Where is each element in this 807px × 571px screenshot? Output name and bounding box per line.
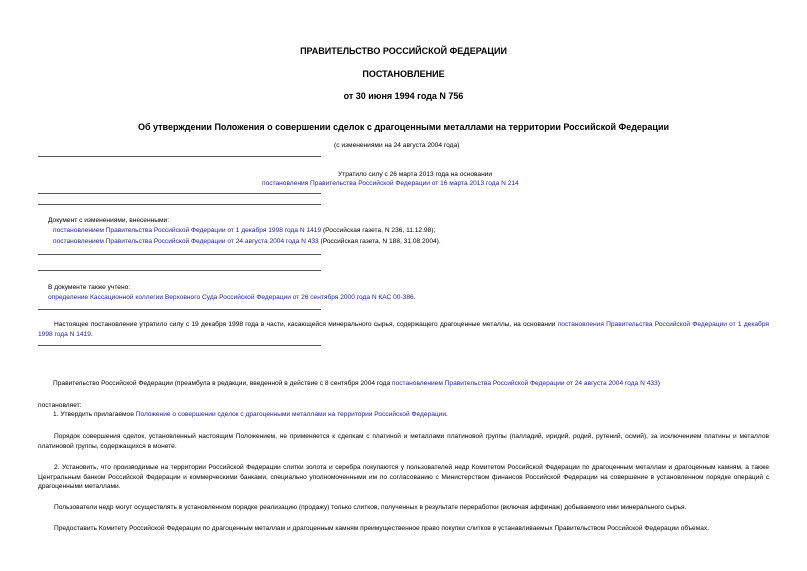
amendment-note: (с изменениями на 24 августа 2004 года) (334, 142, 460, 149)
divider (38, 254, 321, 255)
document-title: Об утверждении Положения о совершении сделок с драгоценными металлами на территории Российской Федерации (137, 122, 670, 132)
divider (38, 345, 321, 346)
preamble-link[interactable]: постановлением Правительства Российской Федерации от 24 августа 2004 года N 433 (392, 380, 658, 387)
paragraph-3: 2. Установить, что производимые на территории Российской Федерации слитки золота и серебра покупаются у пользователей недр Комитетом Российской Федерации по драгоценным металлам и драгоценным камням, а также Центральным банком Российской Федерации и коммерческими банками, специально уполномоченными им по согласованию с Министерством финансов Российской Федерации на совершение в установленном порядке операций с драгоценными металлами. (38, 464, 769, 490)
paragraph-1: 1. Утвердить прилагаемое Положение о совершении сделок с драгоценными металлами на территории Российской Федерации. (53, 411, 448, 418)
government-name: ПРАВИТЕЛЬСТВО РОССИЙСКОЙ ФЕДЕРАЦИИ (300, 46, 507, 56)
document-date-number: от 30 июня 1994 года N 756 (343, 91, 464, 101)
divider (38, 156, 321, 157)
changes-item-source: (Российская газета, N 236, 11.12.98); (321, 227, 436, 234)
changes-item-link[interactable]: постановлением Правительства Российской Федерации от 24 августа 2004 года N 433 (53, 238, 319, 245)
considered-label: В документе также учтено: (48, 284, 131, 291)
paragraph-5: Предоставить Комитету Российской Федерации по драгоценным металлам и драгоценным камням преимущественное право покупки слитков в устанавливаемых Правительством Российской Федерации объемах. (54, 525, 710, 532)
preamble-text: Правительство Российской Федерации (преамбула в редакции, введенной в действие с 8 сентября 2004 года (53, 380, 392, 387)
divider (38, 270, 321, 271)
document-type: ПОСТАНОВЛЕНИЕ (362, 69, 445, 79)
divider (38, 204, 321, 205)
changes-item (53, 226, 435, 236)
changes-item-link[interactable]: постановлением Правительства Российской Федерации от 1 декабря 1998 года N 1419 (53, 227, 322, 234)
changes-label: Документ с изменениями, внесенными: (48, 217, 170, 224)
divider (38, 309, 321, 310)
paragraph-2: Порядок совершения сделок, установленный настоящим Положением, не применяется к сделкам с платиной и металлами платиновой группы (палладий, иридий, родий, рутений, осмий), за исключением платины и металлов платиновой группы, содержащихся в монете. (38, 433, 769, 450)
preamble: Правительство Российской Федерации (преамбула в редакции, введенной в действие с 8 сентября 2004 года постановлением Правительства Российской Федерации от 24 августа 2004 года N 433) (53, 380, 660, 387)
paragraph-4: Пользователи недр могут осуществлять в установленном порядке реализацию (продажу) только слитков, полученных в результате переработки (включая аффинаж) добываемого ими минерального сырья. (54, 504, 687, 511)
expired-link[interactable]: постановления Правительства Российской Федерации от 16 марта 2013 года N 214 (262, 180, 519, 187)
notice-link[interactable]: постановления Правительства Российской Федерации от 1 декабря 1998 года N 1419 (38, 321, 769, 338)
divider (38, 193, 321, 194)
expired-note: Утратило силу с 26 марта 2013 года на основании (338, 171, 493, 178)
notice-text: Настоящее постановление утратило силу с 19 декабря 1998 года в части, касающейся минерального сырья, содержащего драгоценные металлы, на основании (54, 321, 558, 328)
partial-expiry-notice: Настоящее постановление утратило силу с 19 декабря 1998 года в части, касающейся минерального сырья, содержащего драгоценные металлы, на основании постановления Правительства Российской Федерации от 1 декабря 1998 года N 1419. (38, 321, 769, 338)
paragraph-1-text: 1. Утвердить прилагаемое (53, 411, 136, 418)
regulation-link[interactable]: Положение о совершении сделок с драгоценными металлами на территории Российской Федерации (135, 411, 447, 418)
considered-link[interactable]: определение Кассационной коллегии Верховного Суда Российской Федерации от 26 сентября 2000 года N КАС 00-386. (48, 294, 416, 301)
changes-item (53, 237, 441, 247)
changes-item-source: (Российская газета, N 188, 31.08.2004). (318, 238, 441, 245)
decides-label: постановляет: (38, 402, 82, 409)
